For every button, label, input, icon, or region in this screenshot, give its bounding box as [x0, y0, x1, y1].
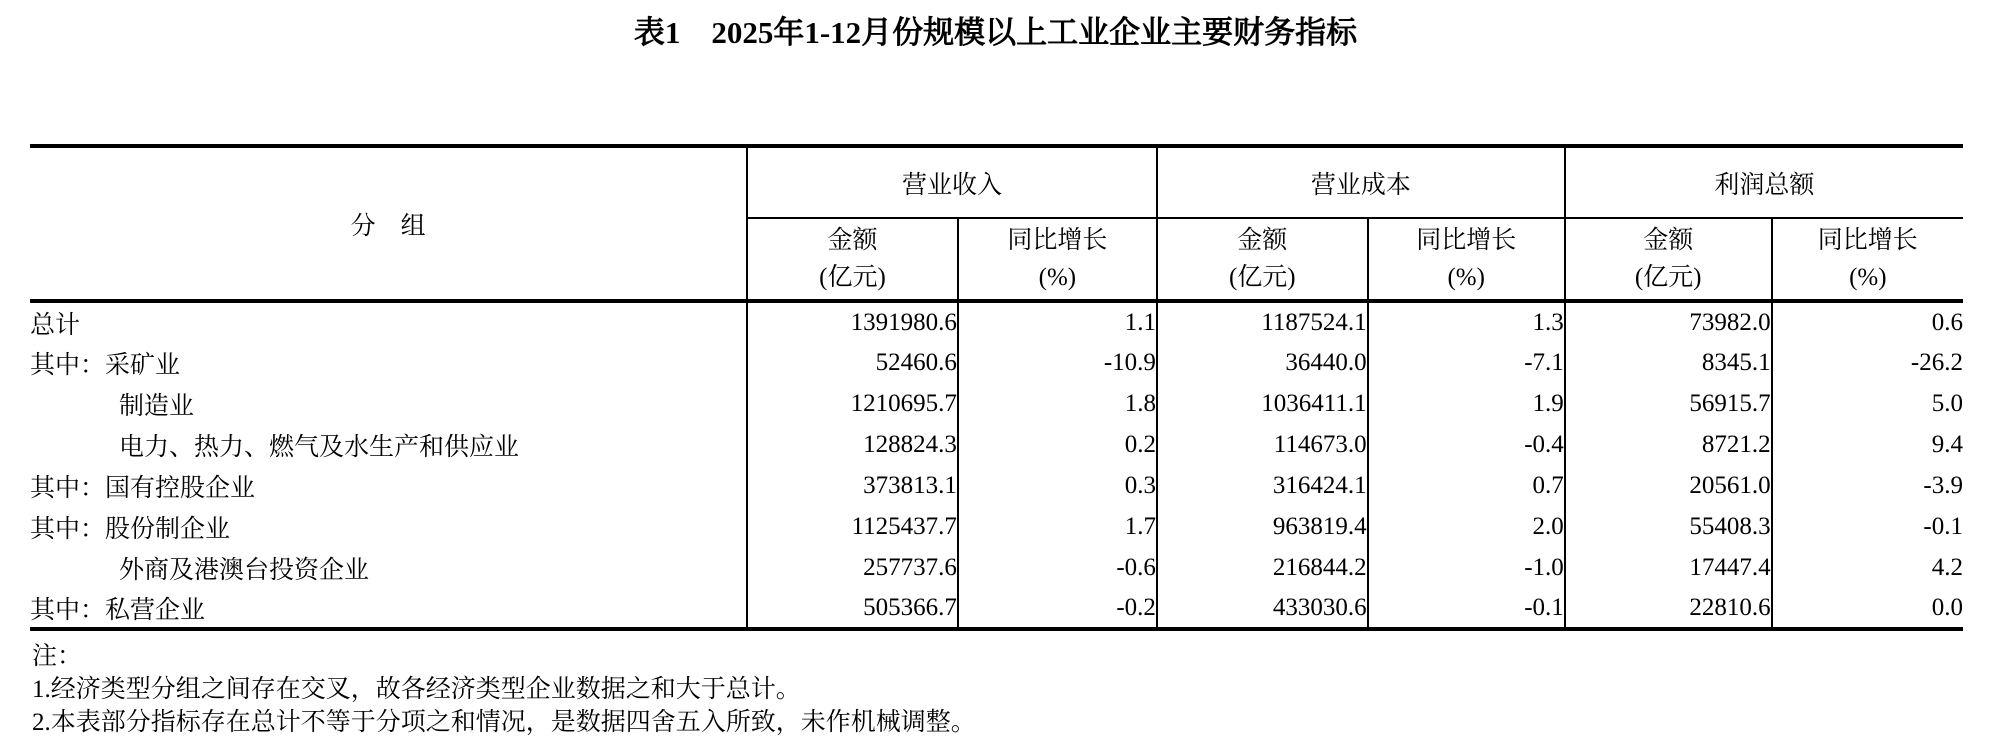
cell-cost-amount: 963819.4 — [1157, 506, 1368, 547]
cell-profit-growth: -3.9 — [1772, 465, 1963, 506]
cell-profit-growth: 0.6 — [1772, 301, 1963, 342]
cell-revenue-amount: 52460.6 — [747, 342, 958, 383]
cell-profit-amount: 73982.0 — [1565, 301, 1772, 342]
revenue-amount-header-line1: 金额 — [827, 227, 878, 254]
cell-revenue-growth: 1.1 — [958, 301, 1157, 342]
profit-growth-header-line2: (%) — [1849, 264, 1887, 291]
cell-revenue-growth: -10.9 — [958, 342, 1157, 383]
cell-revenue-growth: 0.2 — [958, 424, 1157, 465]
revenue-amount-header-line2: (亿元) — [819, 264, 886, 291]
cell-profit-amount: 56915.7 — [1565, 383, 1772, 424]
cell-cost-growth: -0.4 — [1368, 424, 1565, 465]
cell-revenue-growth: 1.7 — [958, 506, 1157, 547]
row-label: 其中：股份制企业 — [30, 515, 231, 543]
cell-revenue-amount: 1210695.7 — [747, 383, 958, 424]
row-label: 电力、热力、燃气及水生产和供应业 — [119, 433, 520, 461]
table-row-joint-stock — [30, 506, 1963, 547]
cell-profit-amount: 20561.0 — [1565, 465, 1772, 506]
cell-cost-growth: -0.1 — [1368, 588, 1565, 629]
cell-cost-amount: 1187524.1 — [1157, 301, 1368, 342]
cell-cost-growth: -1.0 — [1368, 547, 1565, 588]
cell-profit-amount: 8345.1 — [1565, 342, 1772, 383]
cell-profit-amount: 55408.3 — [1565, 506, 1772, 547]
cell-cost-growth: 2.0 — [1368, 506, 1565, 547]
revenue-growth-header-line1: 同比增长 — [1007, 227, 1108, 254]
cell-revenue-amount: 1125437.7 — [747, 506, 958, 547]
cell-cost-amount: 433030.6 — [1157, 588, 1368, 629]
cell-revenue-amount: 1391980.6 — [747, 301, 958, 342]
note-item-1: 1.经济类型分组之间存在交叉，故各经济类型企业数据之和大于总计。 — [32, 676, 801, 703]
cell-cost-growth: 0.7 — [1368, 465, 1565, 506]
column-group-cost: 营业成本 — [1157, 146, 1565, 218]
table-row-utilities — [30, 424, 1963, 465]
cost-amount-header-line1: 金额 — [1237, 227, 1288, 254]
cost-growth-header — [1368, 218, 1565, 301]
row-label: 制造业 — [119, 392, 195, 420]
cost-amount-header — [1157, 218, 1368, 301]
cell-profit-growth: 4.2 — [1772, 547, 1963, 588]
cell-revenue-growth: -0.2 — [958, 588, 1157, 629]
table-row-mining — [30, 342, 1963, 383]
cell-profit-growth: 5.0 — [1772, 383, 1963, 424]
row-label: 其中：私营企业 — [30, 588, 747, 629]
cell-revenue-growth: 0.3 — [958, 465, 1157, 506]
cell-cost-amount: 316424.1 — [1157, 465, 1368, 506]
profit-amount-header-line2: (亿元) — [1634, 264, 1702, 291]
note-item-2: 2.本表部分指标存在总计不等于分项之和情况，是数据四舍五入所致，未作机械调整。 — [32, 709, 976, 736]
table-row-total — [30, 301, 1963, 342]
revenue-amount-header — [747, 218, 958, 301]
row-label: 总计 — [30, 301, 747, 342]
cell-profit-amount: 22810.6 — [1565, 588, 1772, 629]
cell-revenue-amount: 505366.7 — [747, 588, 958, 629]
cell-cost-amount: 114673.0 — [1157, 424, 1368, 465]
cell-cost-amount: 36440.0 — [1157, 342, 1368, 383]
revenue-growth-header — [958, 218, 1157, 301]
cost-amount-header-line2: (亿元) — [1228, 264, 1296, 291]
row-label: 其中：采矿业 — [30, 351, 181, 379]
cell-cost-growth: 1.3 — [1368, 301, 1565, 342]
cell-profit-growth: -0.1 — [1772, 506, 1963, 547]
group-column-header: 分 组 — [350, 212, 426, 240]
row-label: 外商及港澳台投资企业 — [119, 556, 370, 584]
profit-growth-header-line1: 同比增长 — [1817, 227, 1918, 254]
column-group-revenue: 营业收入 — [747, 146, 1157, 218]
page-title: 表1 2025年1-12月份规模以上工业企业主要财务指标 — [633, 15, 1358, 50]
cell-cost-growth: 1.9 — [1368, 383, 1565, 424]
row-label: 其中：国有控股企业 — [30, 474, 256, 502]
table-row-private — [30, 588, 1963, 629]
table-row-state-owned — [30, 465, 1963, 506]
cell-cost-amount: 1036411.1 — [1157, 383, 1368, 424]
profit-growth-header — [1772, 218, 1963, 301]
cost-growth-header-line2: (%) — [1447, 264, 1485, 291]
table-row-manufacturing — [30, 383, 1963, 424]
cell-revenue-amount: 257737.6 — [747, 547, 958, 588]
cell-profit-amount: 17447.4 — [1565, 547, 1772, 588]
column-group-profit: 利润总额 — [1565, 146, 1963, 218]
cell-profit-growth: 9.4 — [1772, 424, 1963, 465]
revenue-growth-header-line2: (%) — [1038, 264, 1077, 291]
cell-profit-amount: 8721.2 — [1565, 424, 1772, 465]
notes-heading: 注： — [32, 643, 83, 670]
financial-indicators-table — [30, 144, 1963, 631]
table-row-foreign-invested — [30, 547, 1963, 588]
table-notes — [32, 640, 1991, 739]
profit-amount-header-line1: 金额 — [1643, 227, 1694, 254]
cell-cost-amount: 216844.2 — [1157, 547, 1368, 588]
cell-profit-growth: 0.0 — [1772, 588, 1963, 629]
cell-revenue-growth: -0.6 — [958, 547, 1157, 588]
cell-profit-growth: -26.2 — [1772, 342, 1963, 383]
cell-revenue-amount: 128824.3 — [747, 424, 958, 465]
cell-revenue-growth: 1.8 — [958, 383, 1157, 424]
cell-revenue-amount: 373813.1 — [747, 465, 958, 506]
profit-amount-header — [1565, 218, 1772, 301]
cost-growth-header-line1: 同比增长 — [1416, 227, 1517, 254]
cell-cost-growth: -7.1 — [1368, 342, 1565, 383]
